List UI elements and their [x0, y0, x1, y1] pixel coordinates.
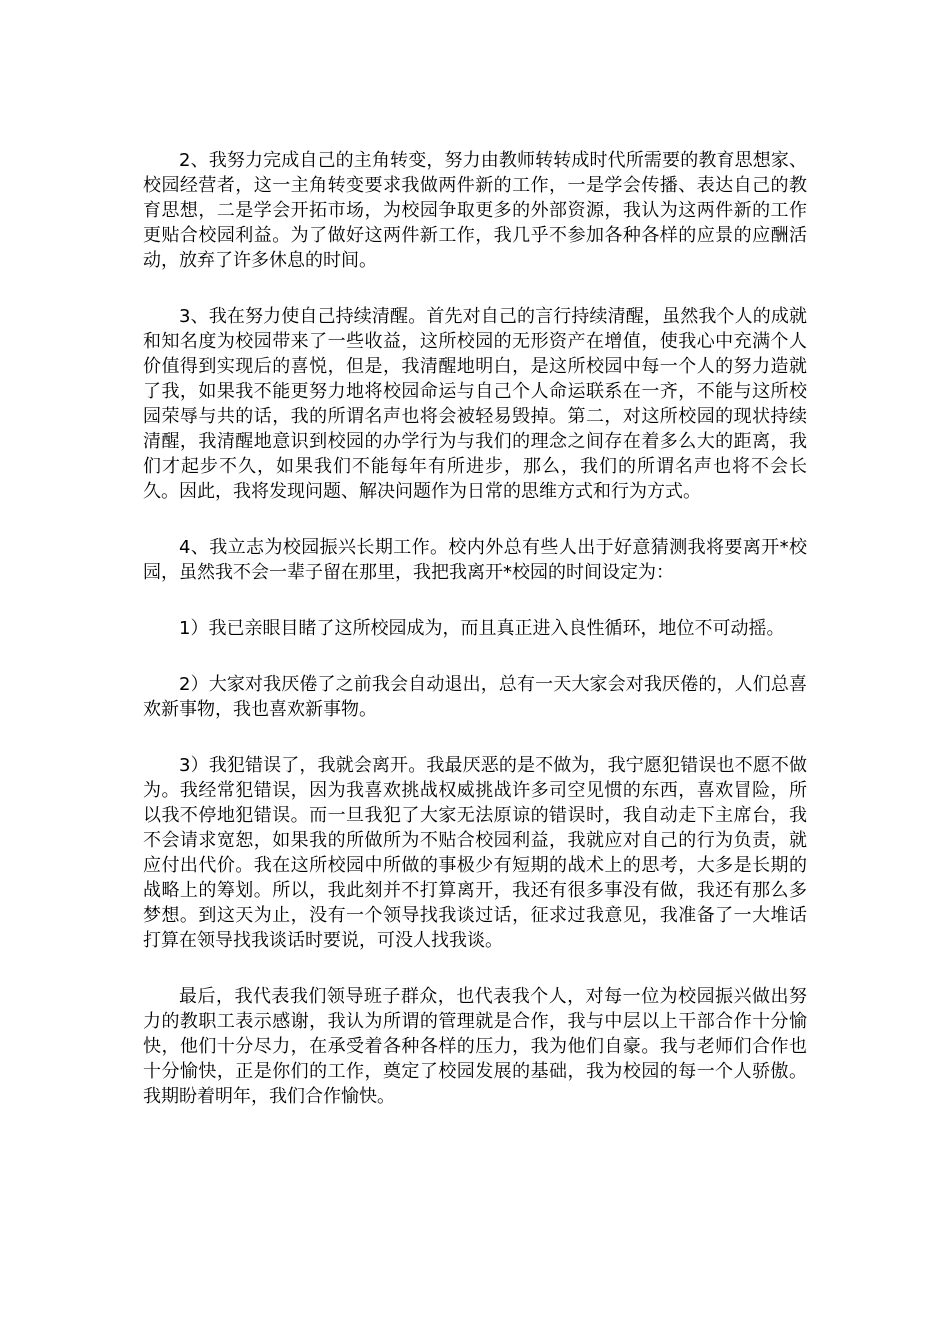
paragraph-subitem-3: 3）我犯错误了，我就会离开。我最厌恶的是不做为，我宁愿犯错误也不愿不做为。我经常犯错误，因为我喜欢挑战权威挑战许多司空见惯的东西，喜欢冒险，所以我不停地犯错误。而一旦我犯了大家无法原谅的错误时，我自动走下主席台，我不会请求宽恕，如果我的所做所为不贴合校园利益，我就应对自己的行为负责，就应付出代价。我在这所校园中所做的事极少有短期的战术上的思考，大多是长期的战略上的筹划。所以，我此刻并不打算离开，我还有很多事没有做，我还有那么多梦想。到这天为止，没有一个领导找我谈过话，征求过我意见，我准备了一大堆话打算在领导找我谈话时要说，可没人找我谈。: [143, 755, 807, 951]
paragraph-subitem-1: 1）我已亲眼目睹了这所校园成为，而且真正进入良性循环，地位不可动摇。: [179, 618, 785, 639]
paragraph-item-4: 4、我立志为校园振兴长期工作。校内外总有些人出于好意猜测我将要离开*校园，虽然我不会一辈子留在那里，我把我离开*校园的时间设定为：: [143, 537, 807, 583]
document-body: [143, 148, 807, 1140]
paragraph-subitem-2: 2）大家对我厌倦了之前我会自动退出，总有一天大家会对我厌倦的，人们总喜欢新事物，我也喜欢新事物。: [143, 674, 807, 720]
paragraph-item-2: 2、我努力完成自己的主角转变，努力由教师转转成时代所需要的教育思想家、校园经营者，这一主角转变要求我做两件新的工作，一是学会传播、表达自己的教育思想，二是学会开拓市场，为校园争取更多的外部资源，我认为这两件新的工作更贴合校园利益。为了做好这两件新工作，我几乎不参加各种各样的应景的应酬活动，放弃了许多休息的时间。: [143, 150, 807, 271]
paragraph-closing: 最后，我代表我们领导班子群众，也代表我个人，对每一位为校园振兴做出努力的教职工表示感谢，我认为所谓的管理就是合作，我与中层以上干部合作十分愉快，他们十分尽力，在承受着各种各样的压力，我为他们自豪。我与老师们合作也十分愉快，正是你们的工作，奠定了校园发展的基础，我为校园的每一个人骄傲。我期盼着明年，我们合作愉快。: [143, 986, 807, 1107]
paragraph-item-3: 3、我在努力使自己持续清醒。首先对自己的言行持续清醒，虽然我个人的成就和知名度为校园带来了一些收益，这所校园的无形资产在增值，使我心中充满个人价值得到实现后的喜悦，但是，我清醒地明白，是这所校园中每一个人的努力造就了我，如果我不能更努力地将校园命运与自己个人命运联系在一齐，不能与这所校园荣辱与共的话，我的所谓名声也将会被轻易毁掉。第二，对这所校园的现状持续清醒，我清醒地意识到校园的办学行为与我们的理念之间存在着多么大的距离，我们才起步不久，如果我们不能每年有所进步，那么，我们的所谓名声也将不会长久。因此，我将发现问题、解决问题作为日常的思维方式和行为方式。: [143, 306, 807, 502]
